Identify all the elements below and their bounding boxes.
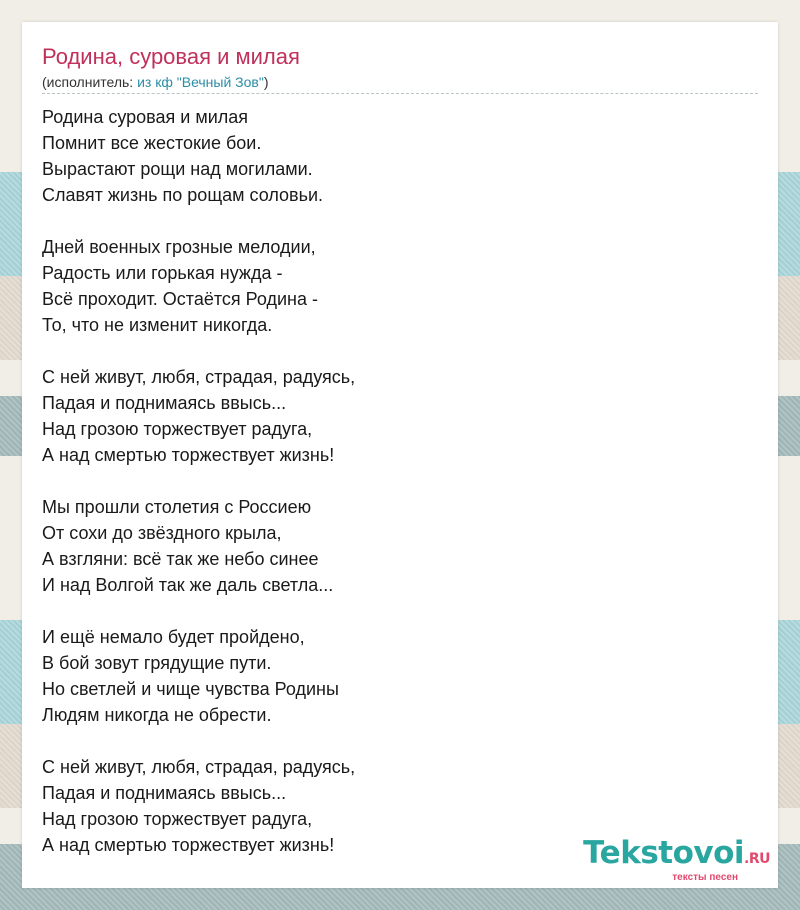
lyric-line: А взгляни: всё так же небо синее	[42, 549, 319, 569]
lyric-line: Родина суровая и милая	[42, 107, 249, 127]
logo-tld: .RU	[744, 851, 770, 867]
lyric-line: Но светлей и чище чувства Родины	[42, 679, 339, 699]
lyric-line: А над смертью торжествует жизнь!	[42, 835, 335, 855]
lyric-line: Над грозою торжествует радуга,	[42, 419, 313, 439]
lyric-line: Вырастают рощи над могилами.	[42, 159, 313, 179]
lyric-line: То, что не изменит никогда.	[42, 315, 273, 335]
lyrics-card	[22, 22, 778, 888]
lyric-line: Славят жизнь по рощам соловьи.	[42, 185, 324, 205]
performer-prefix: (исполнитель:	[42, 74, 138, 90]
lyric-line: От сохи до звёздного крыла,	[42, 523, 282, 543]
title-divider	[42, 93, 758, 94]
lyric-line: В бой зовут грядущие пути.	[42, 653, 272, 673]
lyric-line: И над Волгой так же даль светла...	[42, 575, 334, 595]
lyric-line: Людям никогда не обрести.	[42, 705, 272, 725]
lyric-line: Дней военных грозные мелодии,	[42, 237, 316, 257]
stanza	[42, 104, 742, 208]
lyric-line: Падая и поднимаясь ввысь...	[42, 393, 287, 413]
lyric-line: С ней живут, любя, страдая, радуясь,	[42, 367, 356, 387]
lyric-line: Радость или горькая нужда -	[42, 263, 283, 283]
stanza	[42, 494, 742, 598]
lyric-line: А над смертью торжествует жизнь!	[42, 445, 335, 465]
logo-name: Tekstovoi	[583, 835, 745, 871]
logo-tagline: тексты песен	[672, 872, 738, 883]
lyric-line: Падая и поднимаясь ввысь...	[42, 783, 287, 803]
lyric-line: Всё проходит. Остаётся Родина -	[42, 289, 318, 309]
site-logo[interactable]	[583, 836, 770, 884]
lyric-line: Помнит все жестокие бои.	[42, 133, 262, 153]
stanza	[42, 624, 742, 728]
song-title: Родина, суровая и милая	[42, 44, 300, 69]
performer-line	[42, 74, 269, 90]
performer-suffix: )	[263, 74, 269, 90]
lyric-line: И ещё немало будет пройдено,	[42, 627, 305, 647]
logo-wordmark	[583, 836, 770, 876]
lyric-line: Мы прошли столетия с Россиею	[42, 497, 312, 517]
lyric-line: Над грозою торжествует радуга,	[42, 809, 313, 829]
performer-link[interactable]: из кф "Вечный Зов"	[137, 74, 264, 90]
lyric-line: С ней живут, любя, страдая, радуясь,	[42, 757, 356, 777]
lyrics-body	[42, 104, 745, 884]
stanza	[42, 364, 742, 468]
stanza	[42, 234, 742, 338]
